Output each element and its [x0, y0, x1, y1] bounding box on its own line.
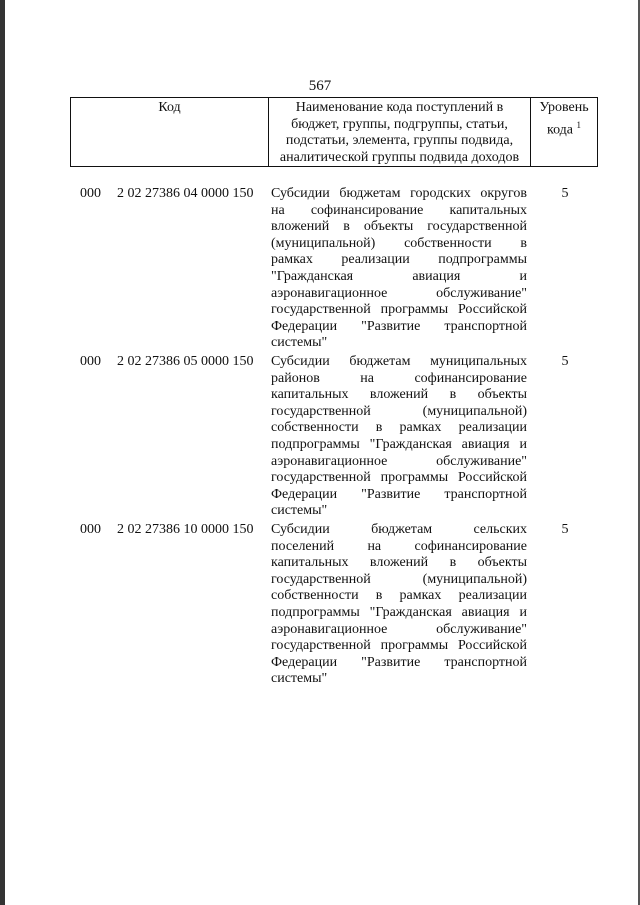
- description-line: собственности в рамках реализации: [271, 588, 527, 604]
- description-line: подпрограммы "Гражданская авиация и: [271, 436, 527, 452]
- description-line: Субсидии бюджетам городских округов: [271, 186, 527, 201]
- description-line: Федерации "Развитие транспортной: [271, 318, 527, 334]
- header-name-line: подстатьи, элемента, группы подвида,: [285, 133, 514, 148]
- header-level-line1: Уровень: [539, 100, 589, 115]
- revenue-description: [271, 354, 527, 520]
- header-name-line: бюджет, группы, подгруппы, статьи,: [291, 116, 508, 132]
- header-name: [269, 98, 531, 166]
- description-line: вложений в объекты государственной: [271, 219, 527, 235]
- description-line: государственной программы Российской: [271, 638, 527, 654]
- description-line: капитальных вложений в объекты: [271, 555, 527, 571]
- description-line: Субсидии бюджетам сельских: [271, 522, 527, 537]
- description-line: Федерации "Развитие транспортной: [271, 486, 527, 502]
- revenue-description: [271, 186, 527, 352]
- description-line: системы": [271, 335, 328, 351]
- description-line: системы": [271, 671, 328, 687]
- description-line: "Гражданская авиация и: [271, 268, 527, 284]
- description-line: системы": [271, 503, 328, 519]
- description-line: государственной программы Российской: [271, 302, 527, 318]
- header-name-line: аналитической группы подвида доходов: [279, 149, 520, 165]
- level-code: 5: [561, 354, 569, 369]
- level-code: 5: [561, 522, 569, 537]
- scan-edge-left: [0, 0, 5, 905]
- revenue-code: 2 02 27386 04 0000 150: [117, 186, 254, 201]
- header-level-line2: [531, 117, 597, 139]
- table-header: [70, 97, 598, 167]
- description-line: собственности в рамках реализации: [271, 420, 527, 436]
- admin-code: 000: [80, 522, 101, 537]
- revenue-code: 2 02 27386 05 0000 150: [117, 354, 254, 369]
- admin-code: 000: [80, 354, 101, 369]
- description-line: районов на софинансирование: [271, 370, 527, 386]
- description-line: Федерации "Развитие транспортной: [271, 654, 527, 670]
- revenue-code: 2 02 27386 10 0000 150: [117, 522, 254, 537]
- description-line: рамках реализации подпрограммы: [271, 252, 527, 268]
- description-line: государственной (муниципальной): [271, 403, 527, 419]
- page-number: 567: [308, 78, 332, 94]
- description-line: подпрограммы "Гражданская авиация и: [271, 604, 527, 620]
- level-code: 5: [561, 186, 569, 201]
- header-name-line: Наименование кода поступлений в: [295, 100, 504, 115]
- header-level-word: кода: [546, 122, 574, 138]
- description-line: на софинансирование капитальных: [271, 202, 527, 218]
- description-line: (муниципальной) собственности в: [271, 235, 527, 251]
- description-line: государственной (муниципальной): [271, 571, 527, 587]
- description-line: капитальных вложений в объекты: [271, 387, 527, 403]
- description-line: поселений на софинансирование: [271, 538, 527, 554]
- header-level: [531, 98, 597, 166]
- admin-code: 000: [80, 186, 101, 201]
- description-line: аэронавигационное обслуживание": [271, 285, 527, 301]
- footnote-marker: 1: [576, 119, 582, 130]
- description-line: Субсидии бюджетам муниципальных: [271, 354, 527, 369]
- header-code: Код: [71, 98, 269, 166]
- description-line: государственной программы Российской: [271, 470, 527, 486]
- description-line: аэронавигационное обслуживание": [271, 621, 527, 637]
- revenue-description: [271, 522, 527, 688]
- description-line: аэронавигационное обслуживание": [271, 453, 527, 469]
